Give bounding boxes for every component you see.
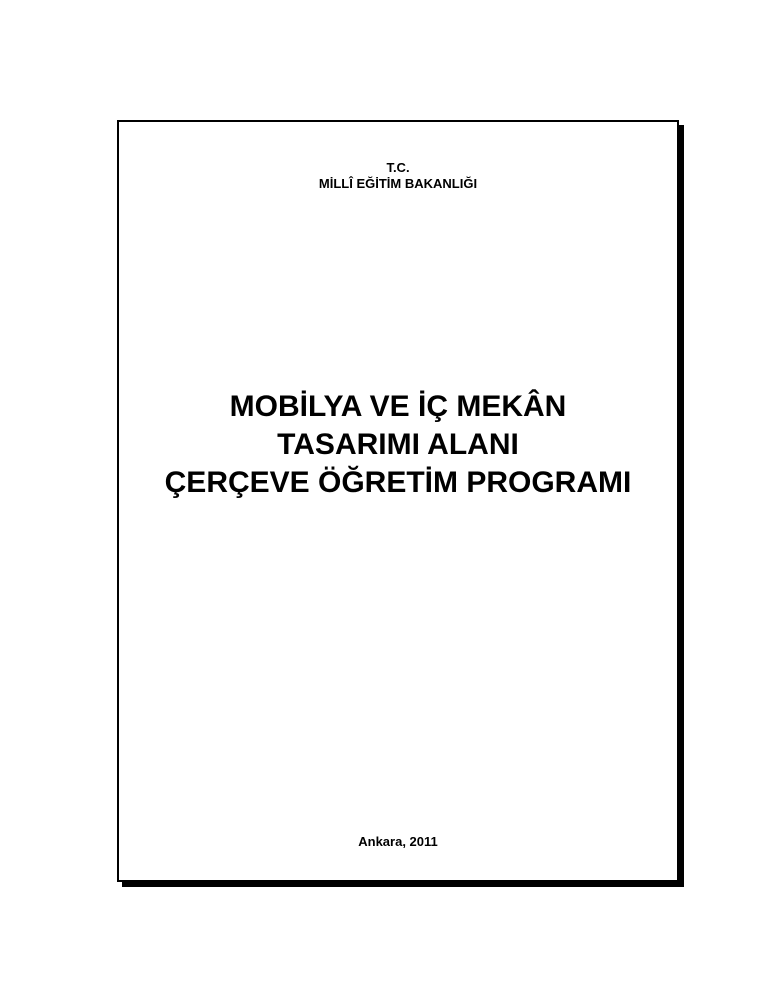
- title-line-3: ÇERÇEVE ÖĞRETİM PROGRAMI: [164, 466, 632, 499]
- title-line-2: TASARIMI ALANI: [277, 428, 519, 461]
- ministry-header: [119, 160, 677, 192]
- title-line-1: MOBİLYA VE İÇ MEKÂN: [229, 390, 567, 423]
- country-abbreviation: T.C.: [386, 160, 410, 175]
- document-title: [119, 388, 677, 502]
- cover-frame: [117, 120, 679, 882]
- place-date: [119, 834, 677, 850]
- ministry-name: MİLLÎ EĞİTİM BAKANLIĞI: [318, 176, 478, 191]
- place-date-text: Ankara, 2011: [358, 834, 438, 849]
